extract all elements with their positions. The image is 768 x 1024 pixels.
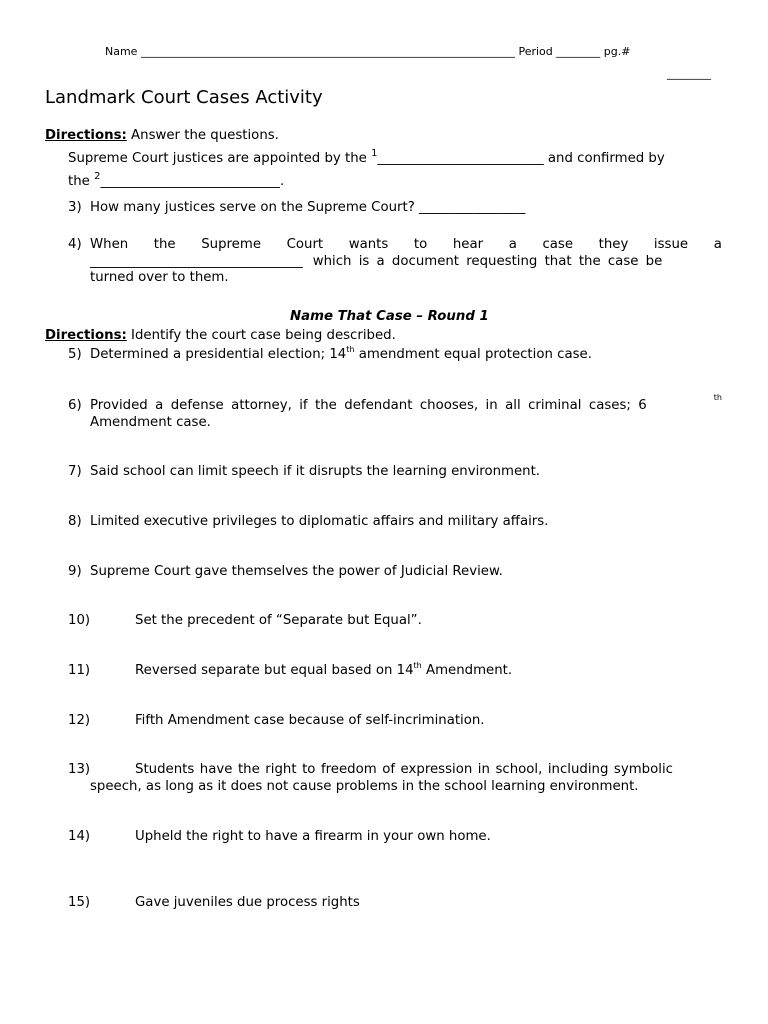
page-label: pg.# (603, 45, 631, 58)
q4-word: a (713, 237, 722, 252)
question-4-line3: turned over to them. (90, 270, 229, 285)
q4-word: case (542, 237, 574, 252)
period-blank[interactable]: ________ (556, 45, 601, 58)
answer-blank-1[interactable]: _________________________ (377, 151, 544, 166)
question-4-text: which is a document requesting that the case be (312, 254, 663, 269)
q4-word: Court (286, 237, 324, 252)
directions-1 (45, 128, 279, 143)
question-8-text: Limited executive privileges to diplomatic affairs and military affairs. (90, 514, 549, 529)
q6-ordinal: th (713, 393, 722, 402)
question-6-line1 (90, 393, 722, 413)
question-6-line2: Amendment case. (90, 415, 211, 430)
q13-text-line1: Students have the right to freedom of expression in school, including symbolic (135, 762, 673, 777)
question-6-text: Provided a defense attorney, if the defendant chooses, in all criminal cases; 6 (90, 398, 647, 413)
question-6-number: 6) (68, 398, 82, 413)
question-14-text: Upheld the right to have a firearm in your own home. (135, 829, 491, 844)
question-3 (90, 200, 525, 215)
q4-word: the (153, 237, 176, 252)
directions-label: Directions: (45, 128, 127, 143)
q11-ordinal: th (413, 661, 422, 670)
question-12-text: Fifth Amendment case because of self-incrimination. (135, 713, 485, 728)
question-15-text: Gave juveniles due process rights (135, 895, 360, 910)
question-9-text: Supreme Court gave themselves the power of Judicial Review. (90, 564, 503, 579)
answer-blank-2[interactable]: ___________________________ (100, 174, 280, 189)
answer-blank-4[interactable]: ________________________________ (90, 254, 303, 269)
directions-label: Directions: (45, 328, 127, 343)
q5-text-b: amendment equal protection case. (354, 347, 592, 362)
question-11-text (135, 663, 512, 678)
question-15-number: 15) (68, 895, 91, 910)
question-8-number: 8) (68, 514, 82, 529)
question-2-number: 2 (94, 171, 101, 182)
question-13-line1 (135, 762, 722, 777)
q4-word: Supreme (201, 237, 262, 252)
q4-word: issue (653, 237, 689, 252)
q4-word: a (508, 237, 517, 252)
question-9-number: 9) (68, 564, 82, 579)
question-12-number: 12) (68, 713, 91, 728)
directions-text: Identify the court case being described. (131, 328, 396, 343)
question-3-number: 3) (68, 200, 82, 215)
q11-text-a: Reversed separate but equal based on 14 (135, 663, 414, 678)
question-5-number: 5) (68, 347, 82, 362)
question-7-text: Said school can limit speech if it disrupts the learning environment. (90, 464, 541, 479)
question-4-line2 (90, 254, 722, 269)
question-14-number: 14) (68, 829, 91, 844)
question-1-text-end: and confirmed by (547, 151, 665, 166)
question-7-number: 7) (68, 464, 82, 479)
period-label: Period (518, 45, 553, 58)
question-1-number: 1 (371, 148, 378, 159)
question-4-line1 (90, 237, 722, 252)
name-label: Name (105, 45, 138, 58)
question-10-number: 10) (68, 613, 91, 628)
q5-text-a: Determined a presidential election; 14 (90, 347, 347, 362)
directions-text: Answer the questions. (131, 128, 279, 143)
question-1-text: Supreme Court justices are appointed by the (68, 151, 367, 166)
directions-2 (45, 328, 396, 343)
question-5-text (90, 347, 592, 362)
q4-word: to (413, 237, 428, 252)
question-11-number: 11) (68, 663, 91, 678)
q4-word: wants (348, 237, 389, 252)
q4-word: When (90, 237, 129, 252)
question-1-line (68, 148, 665, 166)
q5-ordinal: th (346, 345, 355, 354)
name-field[interactable] (105, 45, 630, 58)
question-13-number: 13) (68, 762, 91, 777)
answer-blank-3[interactable]: ________________ (419, 200, 526, 215)
question-2-line (68, 171, 285, 189)
q4-word: hear (452, 237, 484, 252)
q4-word: they (598, 237, 629, 252)
page-number-blank[interactable]: ________ (667, 67, 711, 80)
question-4-number: 4) (68, 237, 82, 252)
name-blank[interactable]: ____________________________________________________________________ (140, 45, 515, 58)
question-13-line2: speech, as long as it does not cause problems in the school learning environment. (90, 779, 639, 794)
q11-text-b: Amendment. (421, 663, 513, 678)
page-title: Landmark Court Cases Activity (45, 87, 323, 108)
question-10-text: Set the precedent of “Separate but Equal”. (135, 613, 422, 628)
period-mark: . (279, 174, 285, 189)
question-3-text: How many justices serve on the Supreme Court? (90, 200, 415, 215)
question-2-text: the (68, 174, 90, 189)
round-1-heading: Name That Case – Round 1 (290, 309, 489, 324)
